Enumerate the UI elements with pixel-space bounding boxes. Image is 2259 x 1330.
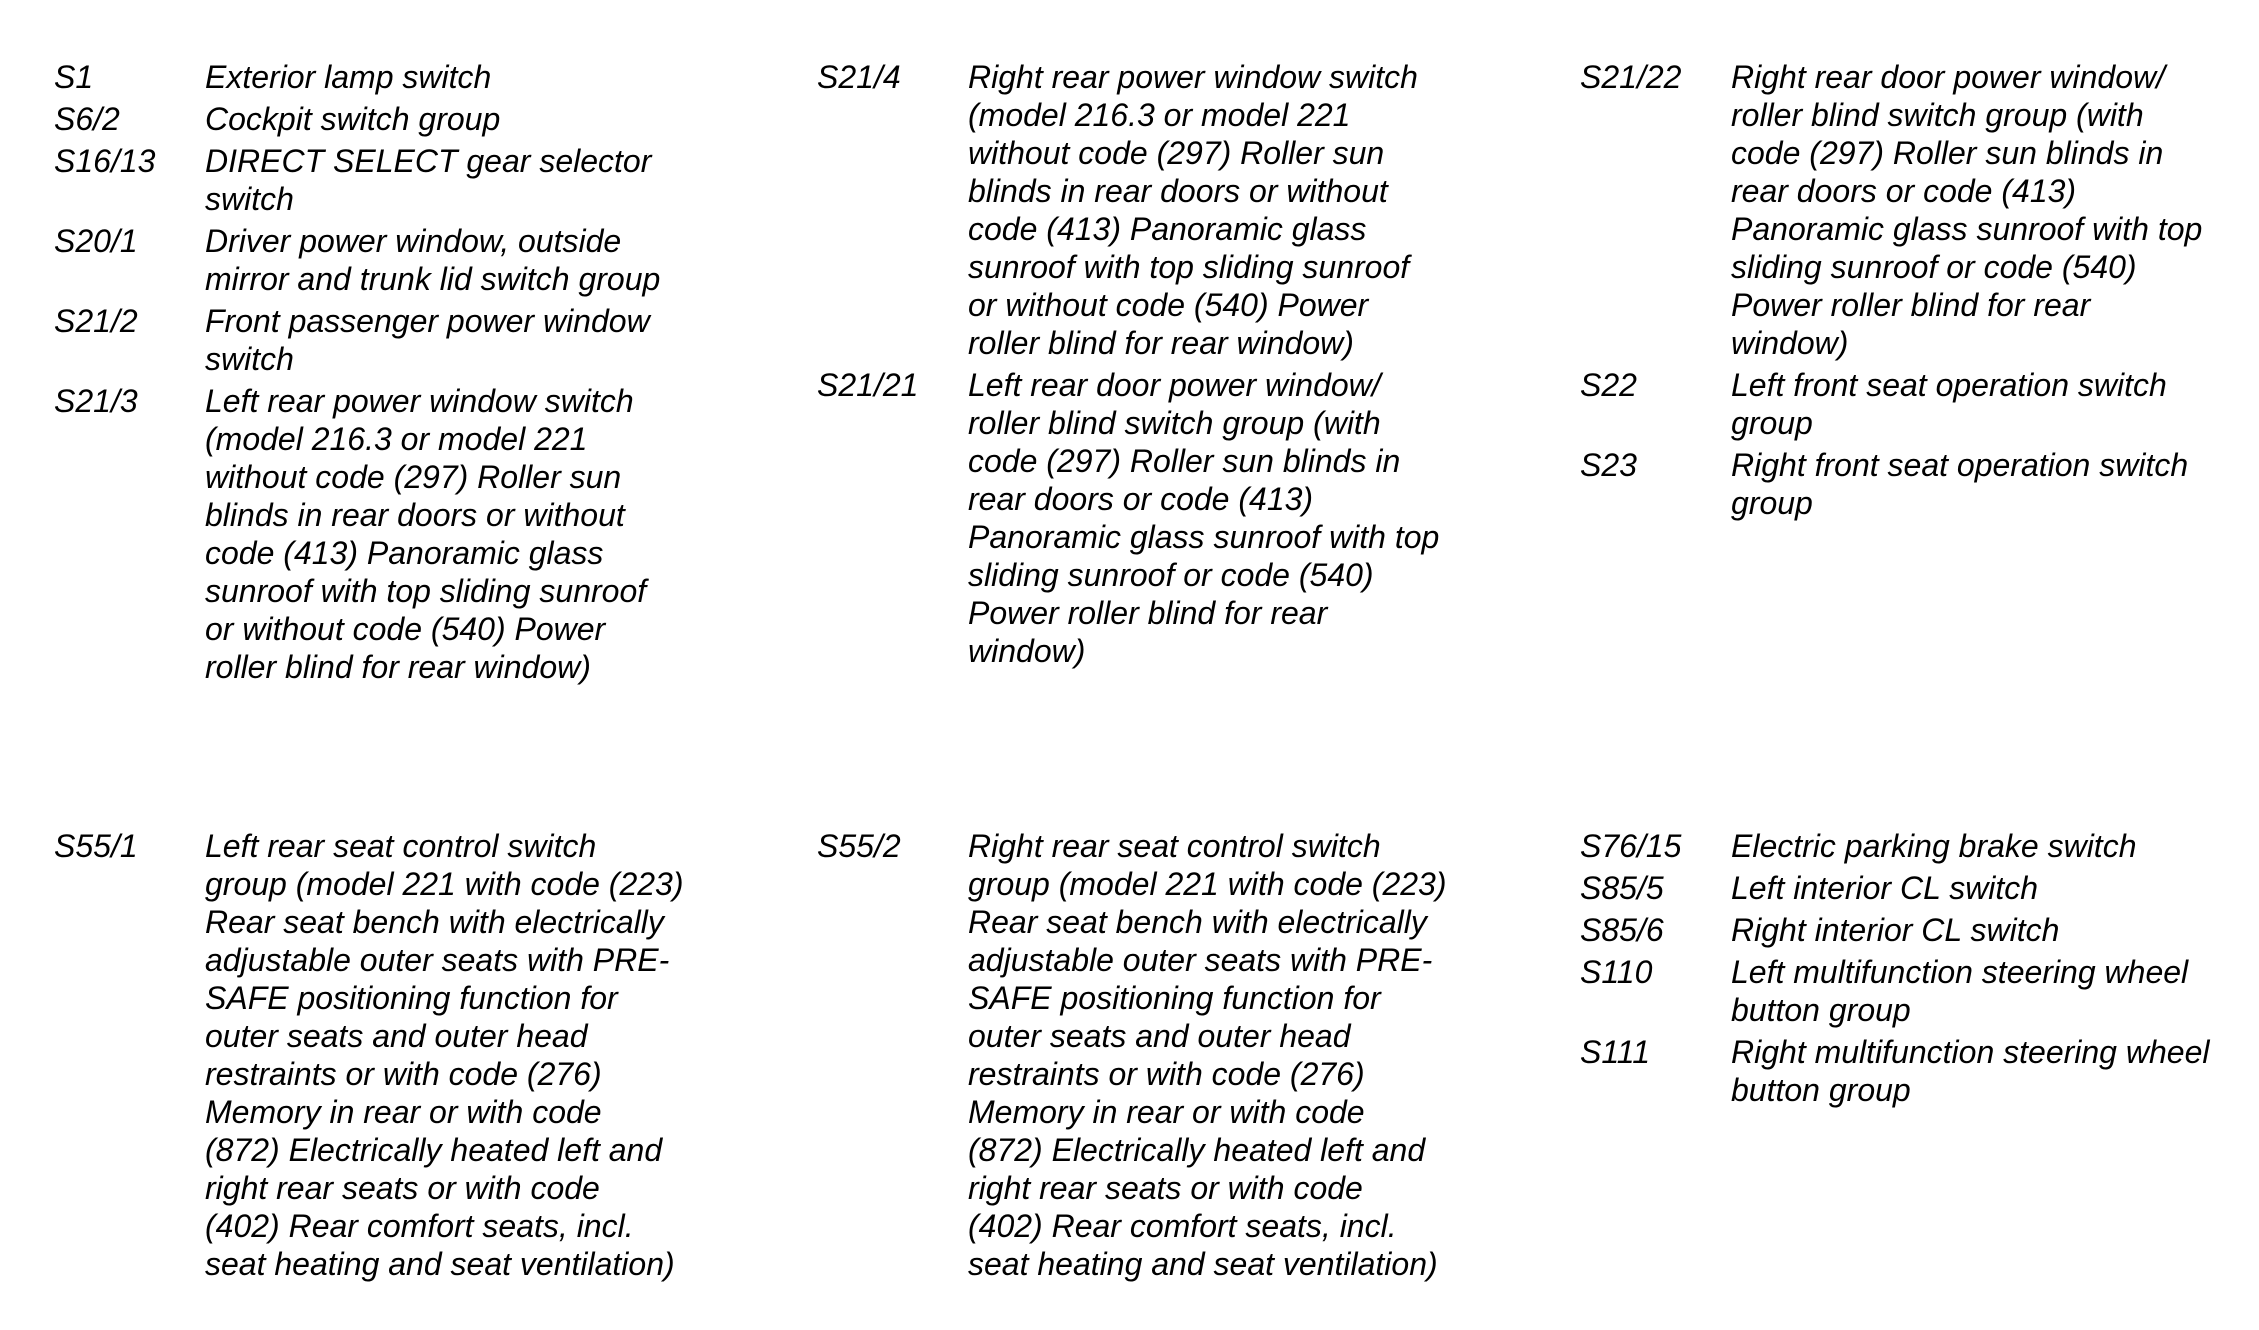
component-code: S21/2 (54, 303, 138, 339)
legend-entry (1580, 869, 2259, 907)
component-code: S55/1 (54, 828, 138, 864)
legend-entry (1580, 366, 2259, 442)
component-code: S21/3 (54, 383, 138, 419)
component-code: S22 (1580, 367, 1637, 403)
component-description: Exterior lamp switch (205, 59, 492, 95)
component-code: S85/6 (1580, 912, 1664, 948)
legend-entry (1580, 953, 2259, 1029)
legend-entry (1580, 58, 2259, 362)
component-code: S21/21 (817, 367, 919, 403)
component-code: S20/1 (54, 223, 138, 259)
component-description: Right rear seat control switch group (model 221 with code (223) Rear seat bench with electrically adjustable outer seats with PRE- SAFE positioning function for outer seats and outer head restraints or with code (276) Memory in rear or with code (872) Electrically heated left and right rear seats or with code (402) Rear comfort seats, incl. seat heating and seat ventilation) (968, 828, 1447, 1282)
legend-entry (817, 366, 1527, 670)
component-code: S111 (1580, 1034, 1650, 1070)
legend-entry (1580, 911, 2259, 949)
legend-column-bottom-3 (1580, 827, 2259, 1113)
component-code: S110 (1580, 954, 1653, 990)
component-description: Left interior CL switch (1731, 870, 2039, 906)
component-code: S21/4 (817, 59, 901, 95)
legend-entry (1580, 827, 2259, 865)
component-description: Left front seat operation switch group (1731, 367, 2167, 441)
component-code: S23 (1580, 447, 1637, 483)
legend-entry (54, 302, 764, 378)
legend-entry (54, 58, 764, 96)
legend-entry (54, 827, 764, 1283)
legend-entry (54, 142, 764, 218)
legend-entry (817, 58, 1527, 362)
component-description: Left rear door power window/ roller blind switch group (with code (297) Roller sun blinds in rear doors or code (413) Panoramic glass sunroof with top sliding sunroof or code (540) Power roller blind for rear window) (968, 367, 1440, 669)
component-description: Front passenger power window switch (205, 303, 650, 377)
component-description: Right rear power window switch (model 216.3 or model 221 without code (297) Roller sun blinds in rear doors or without code (413) Panoramic glass sunroof with top sliding sunroof or without code (540) Power roller blind for rear window) (968, 59, 1418, 361)
legend-column-top-2 (817, 58, 1527, 674)
component-code: S16/13 (54, 143, 156, 179)
legend-column-bottom-1 (54, 827, 764, 1287)
component-description: Right multifunction steering wheel button group (1731, 1034, 2210, 1108)
component-code: S55/2 (817, 828, 901, 864)
component-description: Cockpit switch group (205, 101, 501, 137)
legend-entry (54, 222, 764, 298)
legend-entry (817, 827, 1527, 1283)
component-code: S1 (54, 59, 94, 95)
component-code: S76/15 (1580, 828, 1682, 864)
component-description: Right rear door power window/ roller blind switch group (with code (297) Roller sun blinds in rear doors or code (413) Panoramic glass sunroof with top sliding sunroof or code (540) Power roller blind for rear window) (1731, 59, 2203, 361)
component-description: Left multifunction steering wheel button group (1731, 954, 2189, 1028)
legend-column-top-1 (54, 58, 764, 690)
component-description: DIRECT SELECT gear selector switch (205, 143, 652, 217)
component-description: Left rear seat control switch group (model 221 with code (223) Rear seat bench with electrically adjustable outer seats with PRE- SAFE positioning function for outer seats and outer head restraints or with code (276) Memory in rear or with code (872) Electrically heated left and right rear seats or with code (402) Rear comfort seats, incl. seat heating and seat ventilation) (205, 828, 684, 1282)
legend-column-top-3 (1580, 58, 2259, 526)
legend-column-bottom-2 (817, 827, 1527, 1287)
component-description: Electric parking brake switch (1731, 828, 2137, 864)
component-description: Right interior CL switch (1731, 912, 2060, 948)
legend-entry (1580, 1033, 2259, 1109)
component-code: S21/22 (1580, 59, 1682, 95)
legend-entry (1580, 446, 2259, 522)
component-description: Driver power window, outside mirror and trunk lid switch group (205, 223, 661, 297)
component-code: S85/5 (1580, 870, 1664, 906)
component-code: S6/2 (54, 101, 120, 137)
legend-entry (54, 382, 764, 686)
legend-entry (54, 100, 764, 138)
component-description: Left rear power window switch (model 216.3 or model 221 without code (297) Roller sun blinds in rear doors or without code (413) Panoramic glass sunroof with top sliding sunroof or without code (540) Power roller blind for rear window) (205, 383, 647, 685)
component-description: Right front seat operation switch group (1731, 447, 2189, 521)
